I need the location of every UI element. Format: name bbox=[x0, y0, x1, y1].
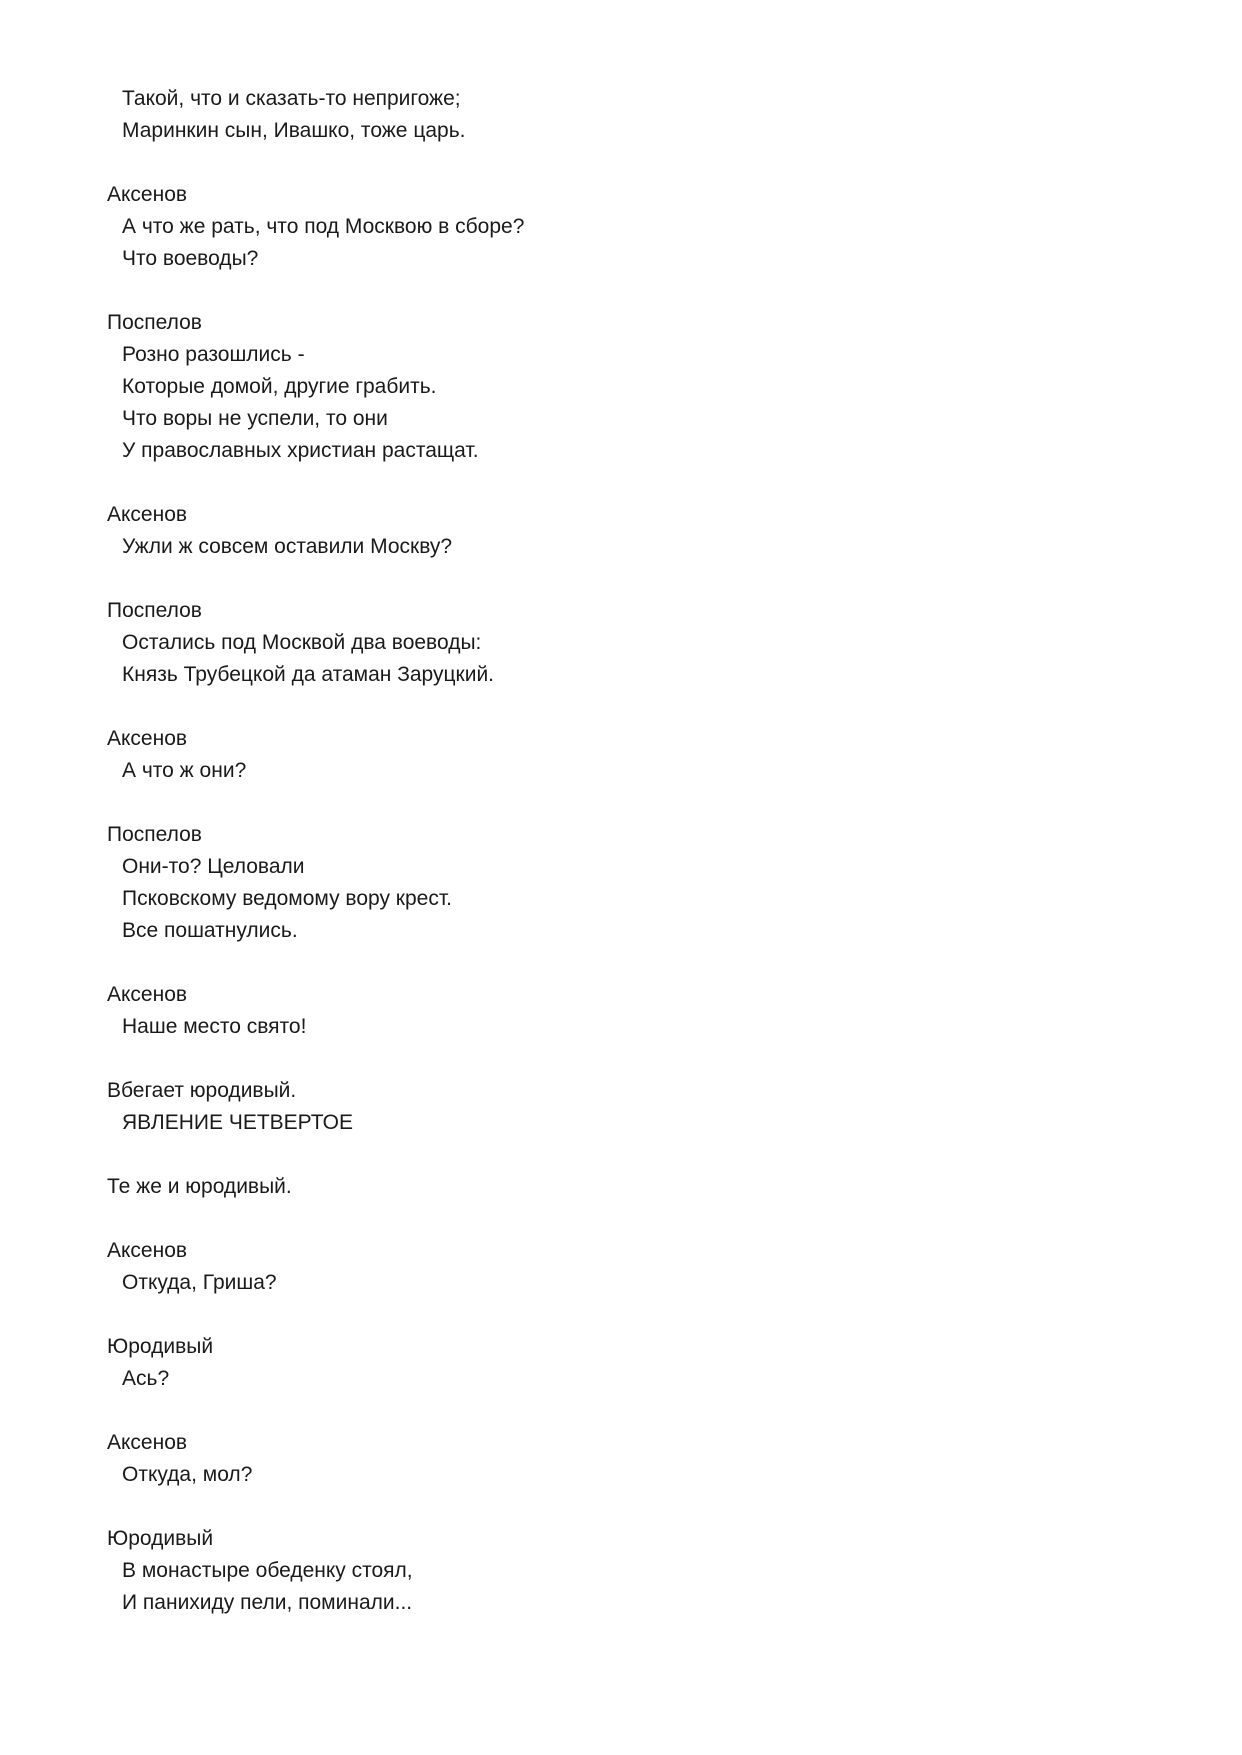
verse-line: А что же рать, что под Москвою в сборе? bbox=[122, 215, 525, 238]
speaker-name: Аксенов bbox=[107, 1431, 188, 1454]
speaker-name: Юродивый bbox=[107, 1527, 214, 1550]
verse-line: Которые домой, другие грабить. bbox=[122, 375, 437, 398]
verse-line: Ужли ж совсем оставили Москву? bbox=[122, 535, 453, 558]
speaker-name: Аксенов bbox=[107, 183, 188, 206]
verse-line: Такой, что и сказать-то непригоже; bbox=[122, 87, 461, 110]
verse-line: Все пошатнулись. bbox=[122, 919, 298, 942]
verse-line: У православных христиан растащат. bbox=[122, 439, 479, 462]
verse-line: Что воеводы? bbox=[122, 247, 259, 270]
verse-line: Откуда, Гриша? bbox=[122, 1271, 277, 1294]
speaker-name: Поспелов bbox=[107, 311, 202, 334]
speaker-name: Аксенов bbox=[107, 983, 188, 1006]
verse-line: Что воры не успели, то они bbox=[122, 407, 388, 430]
verse-line: А что ж они? bbox=[122, 759, 247, 782]
speaker-name: Аксенов bbox=[107, 503, 188, 526]
verse-line: Остались под Москвой два воеводы: bbox=[122, 631, 482, 654]
speaker-name: Поспелов bbox=[107, 599, 202, 622]
verse-line: Розно разошлись - bbox=[122, 343, 305, 366]
speaker-name: Поспелов bbox=[107, 823, 202, 846]
verse-line: В монастыре обеденку стоял, bbox=[122, 1559, 413, 1582]
verse-line: Маринкин сын, Ивашко, тоже царь. bbox=[122, 119, 466, 142]
speaker-name: Юродивый bbox=[107, 1335, 214, 1358]
speaker-name: Аксенов bbox=[107, 1239, 188, 1262]
stage-direction: Те же и юродивый. bbox=[107, 1175, 292, 1198]
verse-line: Они-то? Целовали bbox=[122, 855, 305, 878]
scene-heading: ЯВЛЕНИЕ ЧЕТВЕРТОЕ bbox=[122, 1111, 353, 1134]
verse-line: Наше место свято! bbox=[122, 1015, 307, 1038]
verse-line: Князь Трубецкой да атаман Заруцкий. bbox=[122, 663, 495, 686]
stage-direction: Вбегает юродивый. bbox=[107, 1079, 297, 1102]
verse-line: Ась? bbox=[122, 1367, 170, 1390]
speaker-name: Аксенов bbox=[107, 727, 188, 750]
verse-line: И панихиду пели, поминали... bbox=[122, 1591, 413, 1614]
verse-line: Псковскому ведомому вору крест. bbox=[122, 887, 452, 910]
verse-line: Откуда, мол? bbox=[122, 1463, 253, 1486]
